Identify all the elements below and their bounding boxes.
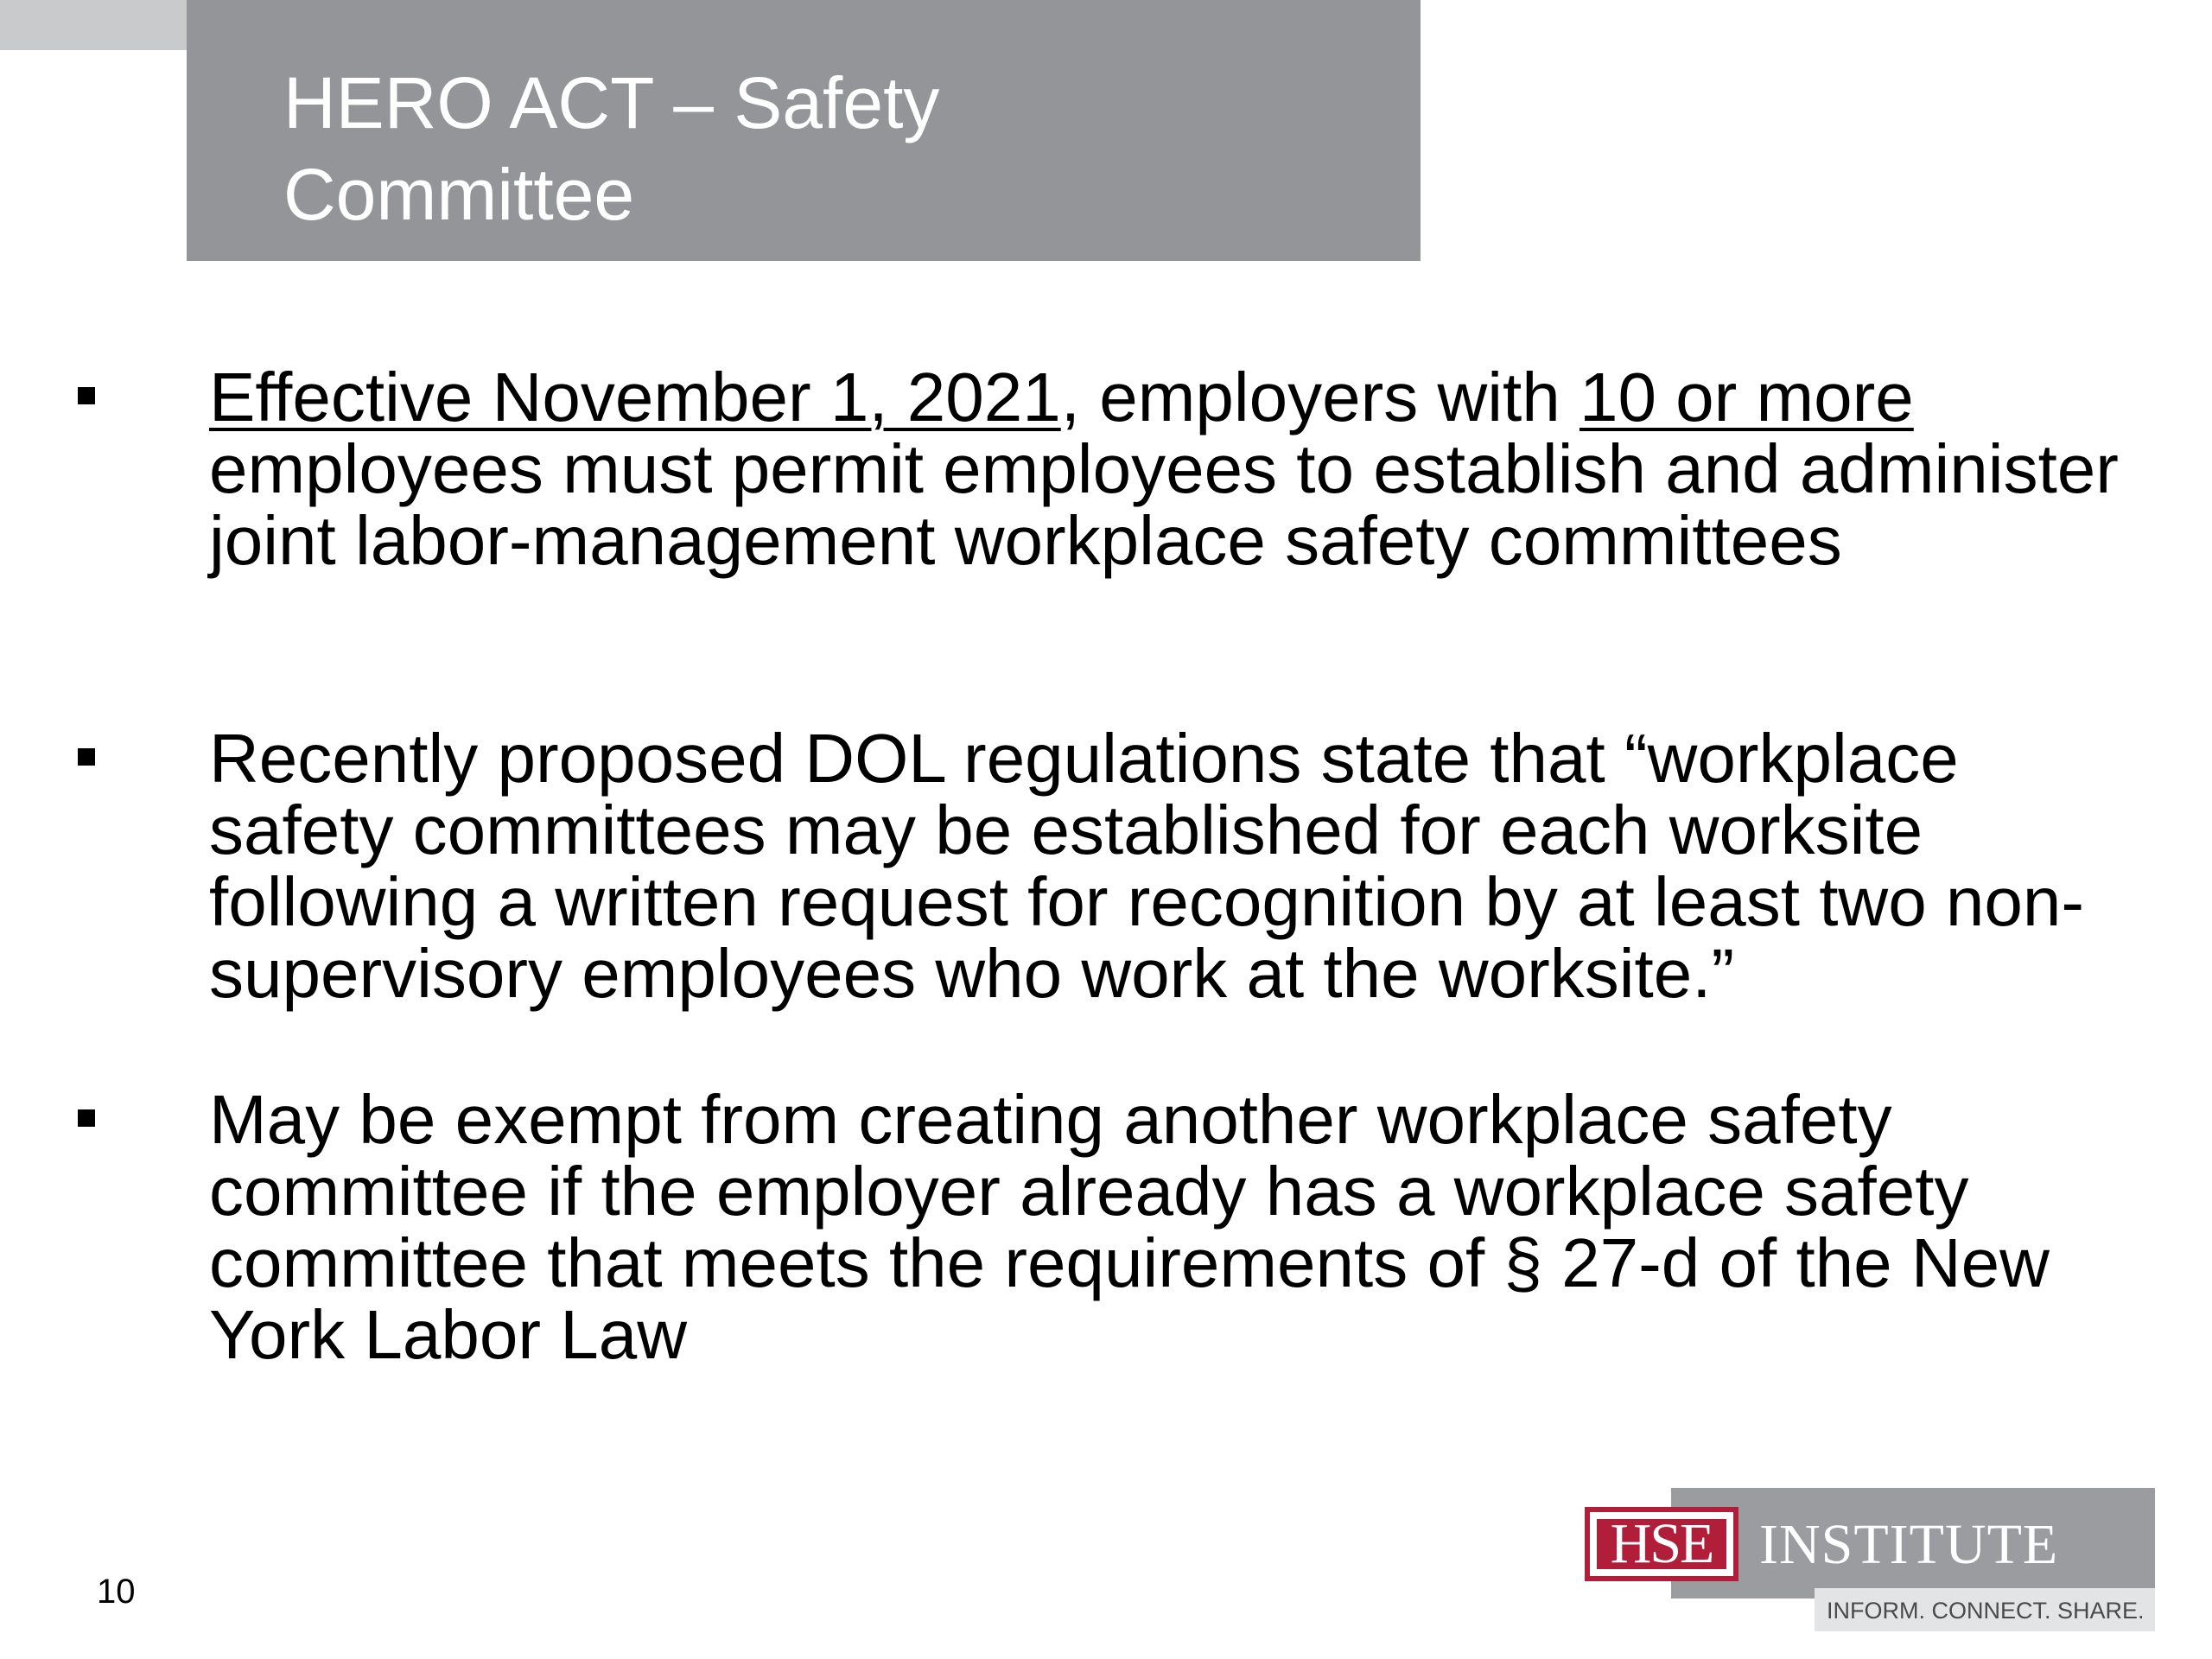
bullet-text — [209, 1081, 2119, 1373]
logo-tagline: INFORM. CONNECT. SHARE. — [1827, 1598, 2145, 1624]
square-bullet-icon — [78, 748, 95, 766]
bullet-segment-effective-date: Effective November 1, 2021 — [209, 359, 1061, 435]
logo-hse-box — [1585, 1507, 1738, 1581]
hse-institute-logo — [1585, 1488, 2155, 1631]
bullet-segment-employee-count: 10 or more — [1579, 359, 1914, 435]
bullet-segment: , employers with — [1060, 359, 1580, 435]
bullet-segment: employees must permit employees to establish and administer joint labor-management workplace safety committees — [209, 430, 2119, 579]
bullet-text — [209, 720, 2119, 1012]
square-bullet-icon — [78, 1109, 95, 1127]
page-number: 10 — [97, 1573, 136, 1611]
slide-title: HERO ACT – Safety Committee — [283, 62, 940, 235]
bullet-segment: May be exempt from creating another workplace safety committee if the employer already has a workplace safety committee that meets the requirements of § 27-d of the New York Labor Law — [209, 1081, 2050, 1373]
logo-hse-mark: HSE — [1597, 1519, 1726, 1569]
bullet-segment: Recently proposed DOL regulations state that “workplace safety committees may be established for each worksite following a written request for recognition by at least two non-supervisory employees who work at the worksite.” — [209, 720, 2085, 1012]
logo-institute-text: INSTITUTE — [1759, 1513, 2059, 1576]
logo-banner — [1585, 1488, 2155, 1599]
bullet-text — [209, 359, 2119, 579]
square-bullet-icon — [78, 387, 95, 404]
